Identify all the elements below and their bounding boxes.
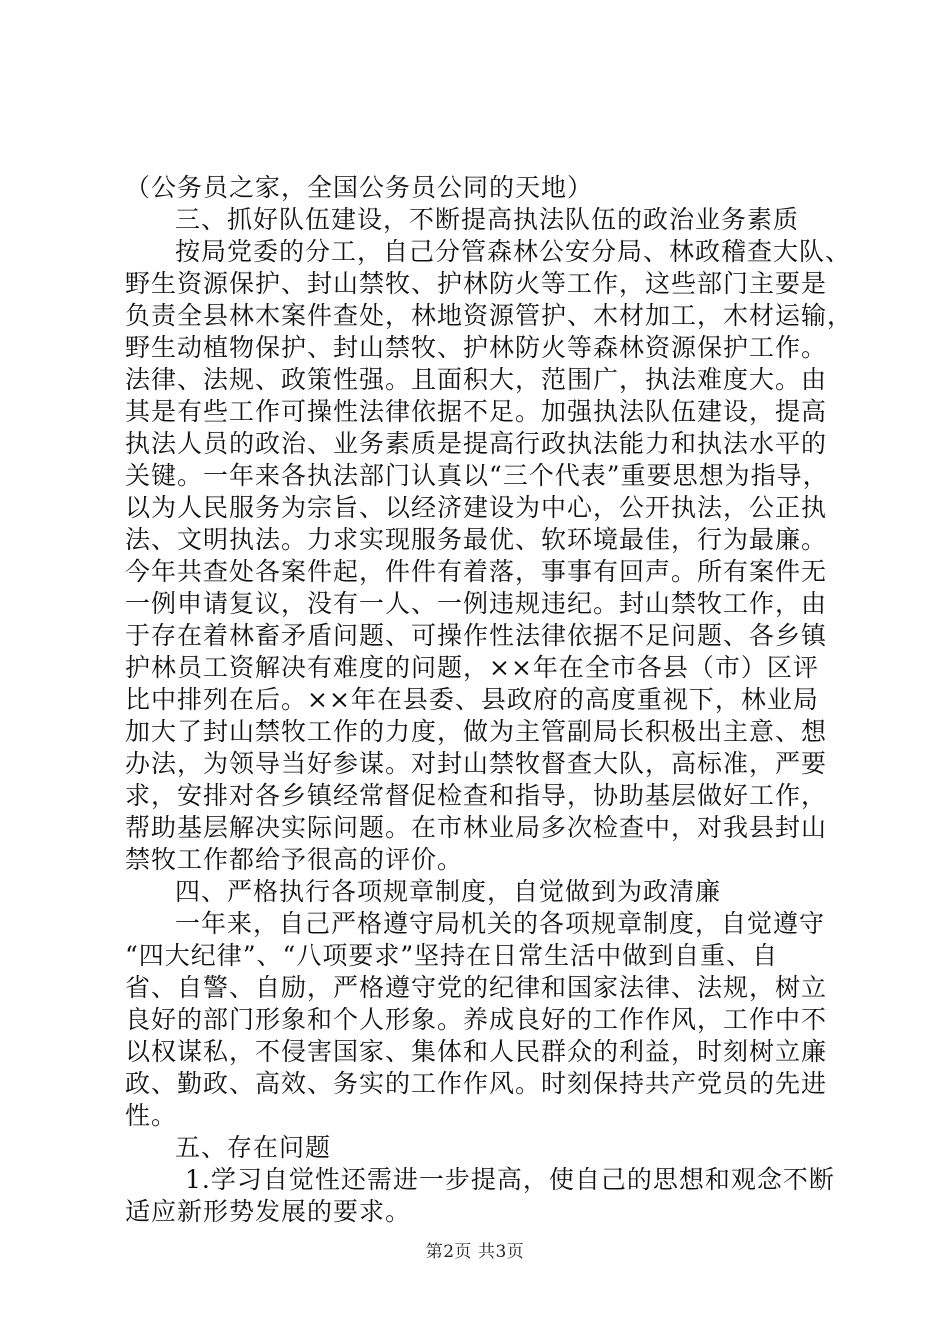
text-line: 法、文明执法。力求实现服务最优、软环境最佳，行为最廉。: [125, 525, 828, 554]
text-line: 野生动植物保护、封山禁牧、护林防火等森林资源保护工作。: [125, 333, 828, 362]
document-body: [125, 172, 854, 1228]
text-line: 良好的部门形象和个人形象。养成良好的工作作风，工作中不: [125, 1005, 828, 1034]
text-line: （公务员之家，全国公务员公同的天地）: [125, 173, 594, 202]
text-line: 关键。一年来各执法部门认真以“三个代表”重要思想为指导，: [125, 461, 829, 490]
text-line: 今年共查处各案件起，件件有着落，事事有回声。所有案件无: [125, 557, 828, 586]
text-line: 四、严格执行各项规章制度，自觉做到为政清廉: [175, 877, 722, 906]
text-line: 禁牧工作都给予很高的评价。: [125, 845, 464, 874]
text-line: 省、自警、自励，严格遵守党的纪律和国家法律、法规，树立: [125, 973, 828, 1002]
text-line: 一例申请复议，没有一人、一例违规违纪。封山禁牧工作，由: [125, 589, 828, 618]
text-line: 1.学习自觉性还需进一步提高，使自己的思想和观念不断: [185, 1165, 835, 1194]
text-line: 护林员工资解决有难度的问题，××年在全市各县（市）区评: [125, 653, 819, 682]
text-line: 五、存在问题: [175, 1133, 332, 1162]
text-line: 性。: [125, 1101, 178, 1130]
text-line: 法律、法规、政策性强。且面积大，范围广，执法难度大。由: [125, 365, 828, 394]
text-line: 于存在着林畜矛盾问题、可操作性法律依据不足问题、各乡镇: [125, 621, 828, 650]
text-line: 其是有些工作可操性法律依据不足。加强执法队伍建设，提高: [125, 397, 828, 426]
text-line: 求，安排对各乡镇经常督促检查和指导，协助基层做好工作，: [125, 781, 828, 810]
text-line: 以权谋私，不侵害国家、集体和人民群众的利益，时刻树立廉: [125, 1037, 828, 1066]
text-line: 三、抓好队伍建设，不断提高执法队伍的政治业务素质: [175, 205, 800, 234]
text-line: 以为人民服务为宗旨、以经济建设为中心，公开执法，公正执: [125, 493, 828, 522]
text-line: 办法，为领导当好参谋。对封山禁牧督查大队，高标准，严要: [125, 749, 828, 778]
text-line: 按局党委的分工，自己分管森林公安分局、林政稽查大队、: [175, 237, 852, 266]
text-line: “四大纪律”、“八项要求”坚持在日常生活中做到自重、自: [125, 941, 779, 970]
text-line: 比中排列在后。××年在县委、县政府的高度重视下，林业局: [125, 685, 819, 714]
text-line: 野生资源保护、封山禁牧、护林防火等工作，这些部门主要是: [125, 269, 828, 298]
text-line: 执法人员的政治、业务素质是提高行政执法能力和执法水平的: [125, 429, 828, 458]
text-line: 适应新形势发展的要求。: [125, 1197, 412, 1226]
page-footer: 第2页 共3页: [425, 1242, 525, 1262]
text-line: 一年来，自己严格遵守局机关的各项规章制度，自觉遵守: [175, 909, 826, 938]
text-line: 负责全县林木案件查处，林地资源管护、木材加工，木材运输，: [125, 301, 854, 330]
text-line: 加大了封山禁牧工作的力度，做为主管副局长积极出主意、想: [125, 717, 828, 746]
text-line: 帮助基层解决实际问题。在市林业局多次检查中，对我县封山: [125, 813, 828, 842]
document-page: [125, 172, 854, 1228]
text-line: 政、勤政、高效、务实的工作作风。时刻保持共产党员的先进: [125, 1069, 828, 1098]
